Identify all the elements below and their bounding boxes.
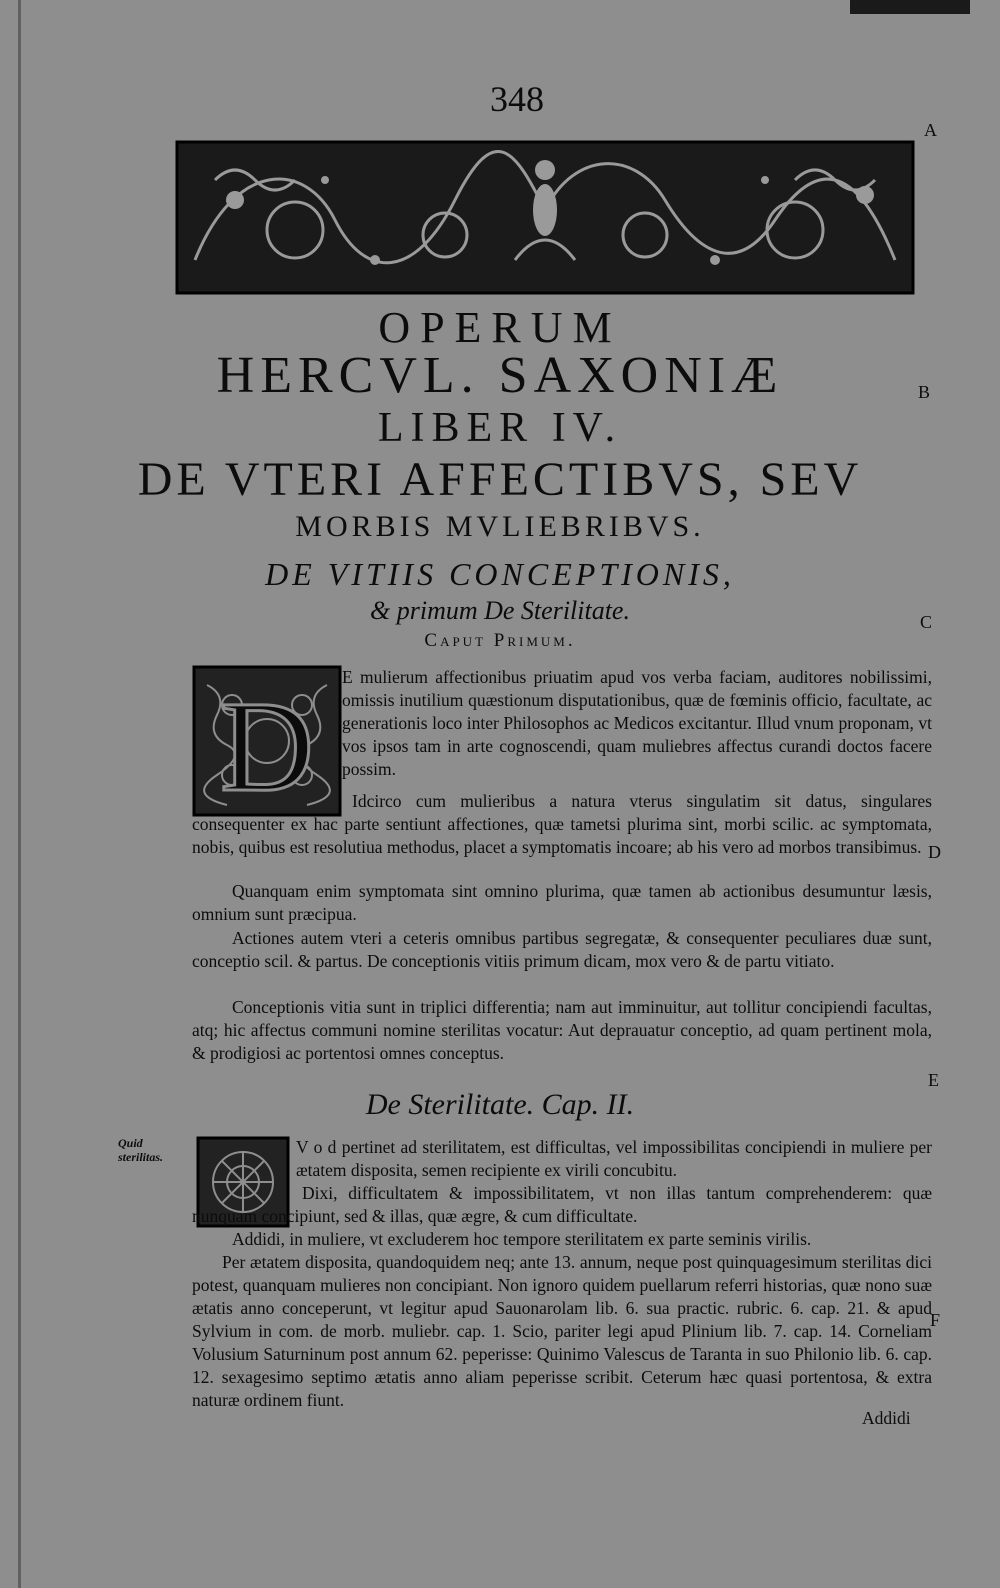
title-book: LIBER IV. [377,405,623,451]
title-operum: OPERUM [378,303,622,352]
chapter1-paragraph-3: Actiones autem vteri a ceteris omnibus partibus segregatæ, & consequenter peculiares duæ sunt, conceptio scil. & partus. De conceptionis vitiis primum dicam, mox vero & de partu vitiato. [192,928,932,971]
margin-letter-b: B [918,382,931,402]
title-author: HERCVL. SAXONIÆ [216,347,784,404]
page-number: 348 [490,79,544,119]
svg-text:D: D [220,675,314,817]
margin-letter-d: D [928,842,941,862]
margin-letter-c: C [920,612,933,632]
chapter-heading: Caput Primum. [424,630,576,651]
scan-edge-mark [850,0,970,14]
title-subject: DE VTERI AFFECTIBVS, SEV [137,453,863,506]
chapter1-paragraph-1: E mulierum affectionibus priuatim apud vos verba faciam, auditores nobilissimi, omissis inutilium quæstionum disputationibus, quæ de fœminis officio, facultate, ac generationis loco inter Philosophos ac Medicos excitantur. Illud vnum proponam, vt vos ipsos tam in arte cognoscendi, quam muliebres affectus curandi doctos facere possim. [342,667,932,779]
margin-letter-a: A [924,120,937,140]
catchword: Addidi [862,1408,911,1428]
chapter1-paragraph-1b: Idcirco cum mulieribus a natura vterus singulatim sit datus, singulares consequenter ex hac parte sentiunt affectiones, quæ tametsi plurima sint, morbi scilic. ac symptomata, nobis, quibus est resolutiua methodus, placet a symptomatis incoare; ab his vero ad morbos transibimus. [192,791,932,857]
title-section: DE VITIIS CONCEPTIONIS, [265,556,735,592]
title-subject-2: MORBIS MVLIEBRIBVS. [295,510,705,543]
chapter2-heading: De Sterilitate. Cap. II. [365,1088,635,1121]
margin-letter-f: F [930,1310,941,1330]
chapter2-paragraph-1: V o d pertinet ad sterilitatem, est difficultas, vel impossibilitas concipiendi in muliere per ætatem disposita, semen recipiente ex virili concubitu. [296,1137,932,1180]
chapter1-paragraph-4: Conceptionis vitia sunt in triplici differentia; nam aut imminuitur, aut tollitur concipiendi facultas, atq; hic affectus communi nomine sterilitas vocatur: Aut deprauatur conceptio, ad quam pertinent mola, & prodigiosi ac portentosi omnes conceptus. [192,997,932,1063]
chapter2-paragraph-4: Per ætatem disposita, quandoquidem neq; ante 13. annum, neque post quinquagesimum sterilitas dici potest, quanquam mulieres non concipiant. Non ignoro quidem puellarum referri historias, quæ nono suæ ætatis anno conceperunt, vt legitur apud Sauonarolam lib. 6. sua practic. rubric. 6. cap. 21. & apud Sylvium in com. de morb. muliebr. cap. 1. Scio, pariter legi apud Plinium lib. 7. cap. 14. Corneliam Volusium Saturninum post annum 62. peperisse: Quinimo Valescus de Taranta in suo Philonio lib. 6. cap. 12. sexagesimo septimo ætatis anno aliam peperisse scribit. Ceterum hæc quasi portentosa, & extra naturæ ordinem fiunt. [192,1252,932,1410]
margin-note: Quid sterilitas. [118,1136,164,1164]
margin-letter-e: E [928,1070,939,1090]
chapter1-paragraph-2: Quanquam enim symptomata sint omnino plurima, quæ tamen ab actionibus desumuntur læsis, omnium sunt præcipua. [192,881,932,924]
title-section-2: & primum De Sterilitate. [370,596,630,625]
ornamental-headpiece-icon [175,140,915,295]
chapter2-paragraph-3: Addidi, in muliere, vt excluderem hoc tempore sterilitatem ex parte seminis virilis. [232,1229,812,1249]
chapter2-paragraph-2: Dixi, difficultatem & impossibilitatem, vt non illas tantum comprehenderem: quæ nunquam concipiunt, sed & illas, quæ ægre, & cum difficultate. [192,1183,932,1226]
page-edge-shadow [18,0,21,1588]
